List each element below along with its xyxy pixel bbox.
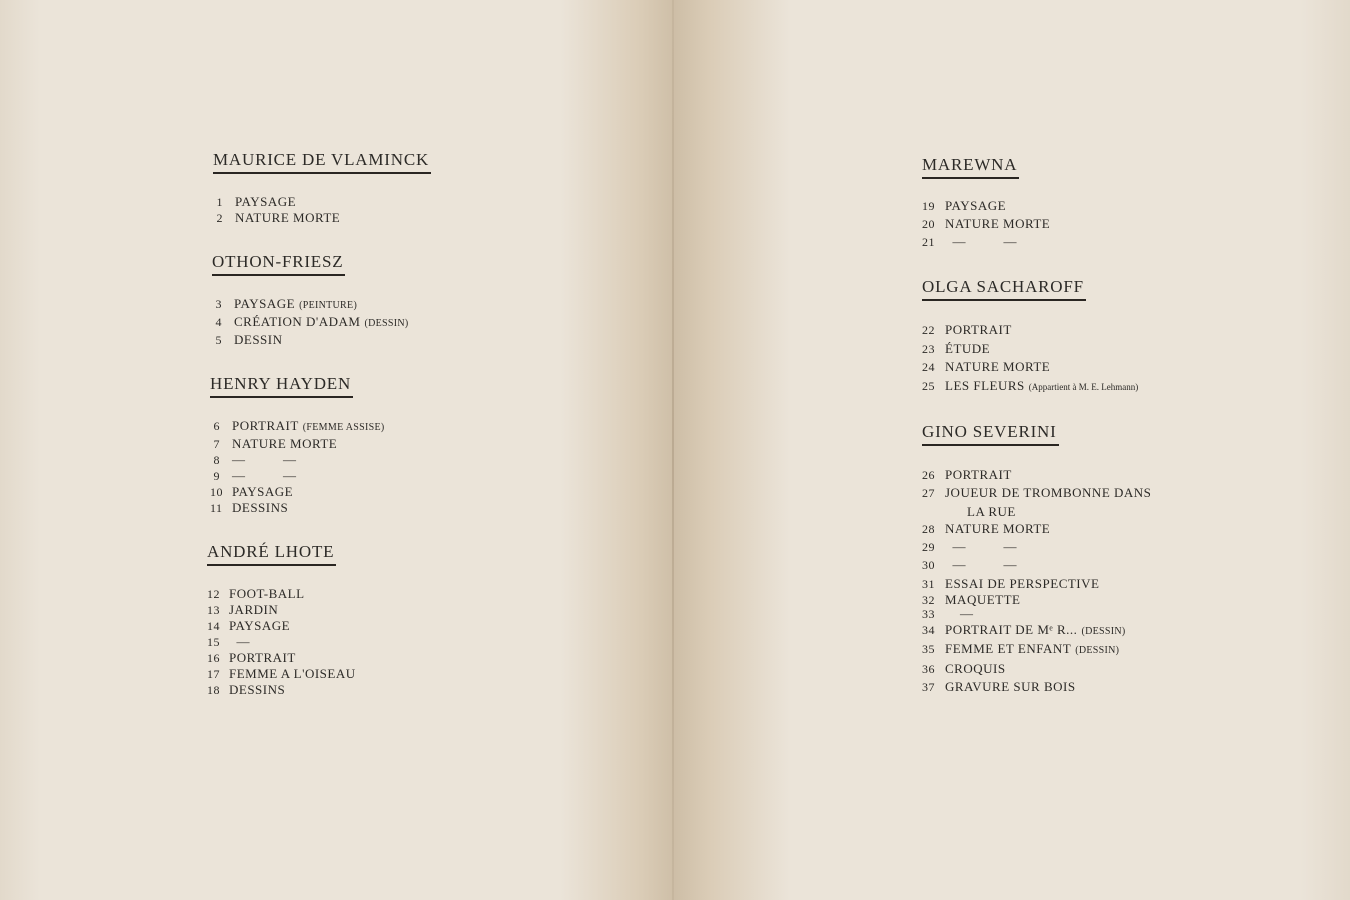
list-item	[922, 233, 1151, 251]
right-page	[915, 155, 1151, 696]
work-title: NATURE MORTE	[945, 359, 1051, 374]
list-item	[210, 500, 431, 516]
work-title: GRAVURE SUR BOIS	[945, 678, 1076, 694]
work-number: 18	[207, 683, 220, 697]
work-title: PORTRAIT	[945, 322, 1012, 337]
work-number: 14	[207, 619, 220, 633]
work-number: 31	[922, 576, 935, 591]
work-number: 6	[213, 419, 220, 433]
work-title: DESSINS	[229, 682, 286, 697]
work-number: 24	[922, 360, 935, 374]
list-item	[922, 484, 1151, 502]
artist-section	[922, 422, 1151, 696]
work-note: (PEINTURE)	[299, 300, 358, 311]
work-title: DESSINS	[232, 500, 289, 515]
work-number: 30	[922, 558, 935, 573]
list-item	[207, 682, 431, 698]
work-number: 33	[922, 607, 935, 622]
work-number: 28	[922, 521, 935, 536]
work-number: 3	[215, 297, 222, 311]
work-title: NATURE MORTE	[235, 210, 341, 225]
work-number: 26	[922, 468, 935, 482]
list-item	[922, 321, 1151, 340]
works-list	[207, 586, 431, 698]
work-number: 36	[922, 661, 935, 676]
works-list	[922, 197, 1151, 251]
list-item	[922, 197, 1151, 215]
left-page	[200, 150, 431, 698]
artist-section	[207, 542, 431, 698]
work-title: PORTRAIT	[945, 467, 1012, 482]
work-number: 2	[216, 211, 223, 225]
work-number: 13	[207, 603, 220, 617]
work-title: JOUEUR DE TROMBONNE DANS	[945, 485, 1152, 501]
work-number: 8	[213, 453, 220, 467]
work-title: — —	[232, 452, 297, 467]
work-title: FEMME ET ENFANT	[945, 641, 1072, 657]
list-item	[922, 660, 1151, 678]
list-item	[922, 575, 1151, 593]
list-item	[210, 452, 431, 468]
work-title: — —	[945, 539, 1017, 555]
work-title: PAYSAGE	[229, 618, 291, 633]
work-number: 37	[922, 679, 935, 694]
work-number: 22	[922, 323, 935, 337]
work-number: 16	[207, 651, 220, 665]
artist-section	[213, 150, 431, 226]
list-item	[922, 593, 1151, 607]
artist-name: ANDRÉ LHOTE	[207, 542, 336, 566]
work-number: 17	[207, 667, 220, 681]
list-item	[212, 296, 431, 314]
work-title: FOOT-BALL	[229, 586, 305, 601]
work-title: PAYSAGE	[234, 296, 296, 311]
list-item	[922, 520, 1151, 538]
work-number: 7	[213, 437, 220, 451]
work-number: 5	[215, 333, 222, 347]
list-item	[922, 678, 1151, 696]
work-title: — —	[945, 234, 1017, 249]
list-item	[922, 377, 1151, 397]
list-item	[922, 340, 1151, 359]
work-number: 34	[922, 623, 935, 638]
list-item	[213, 194, 431, 210]
work-title: MAQUETTE	[945, 592, 1021, 608]
list-item	[210, 418, 431, 436]
work-number: 15	[207, 635, 220, 649]
work-title: —	[945, 606, 974, 622]
list-item	[922, 621, 1151, 640]
work-title: ÉTUDE	[945, 340, 991, 356]
work-number: 23	[922, 341, 935, 356]
work-note: (DESSIN)	[364, 318, 409, 329]
work-number: 27	[922, 486, 935, 501]
work-title: ESSAI DE PERSPECTIVE	[945, 575, 1100, 591]
works-list	[922, 321, 1151, 396]
work-title: PORTRAIT	[232, 418, 299, 433]
work-title: NATURE MORTE	[232, 436, 338, 451]
works-list	[210, 418, 431, 516]
work-number: 32	[922, 593, 935, 608]
list-item	[922, 556, 1151, 574]
work-title: LA RUE	[967, 503, 1016, 519]
work-note: (DESSIN)	[1075, 645, 1120, 657]
work-number: 1	[216, 195, 223, 209]
list-item	[213, 210, 431, 226]
work-title: PAYSAGE	[232, 484, 294, 499]
work-number: 4	[215, 315, 222, 329]
list-item	[212, 314, 431, 332]
list-item	[207, 634, 431, 650]
work-number: 35	[922, 642, 935, 657]
work-number: 19	[922, 199, 935, 213]
artist-section	[922, 155, 1151, 251]
work-number: 20	[922, 217, 935, 231]
work-title: DESSIN	[234, 332, 283, 347]
list-item	[207, 602, 431, 618]
artist-name: OLGA SACHAROFF	[922, 277, 1086, 301]
work-number: 10	[210, 485, 223, 499]
works-list	[212, 296, 431, 348]
work-title: PAYSAGE	[945, 198, 1007, 213]
work-title: JARDIN	[229, 602, 279, 617]
work-number: 11	[210, 501, 223, 515]
work-title: NATURE MORTE	[945, 520, 1051, 536]
artist-name: MAURICE DE VLAMINCK	[213, 150, 431, 174]
page-fold	[672, 0, 674, 900]
work-title: NATURE MORTE	[945, 216, 1051, 231]
work-title: CRÉATION D'ADAM	[234, 314, 361, 329]
artist-name: MAREWNA	[922, 155, 1019, 179]
list-item	[922, 607, 1151, 621]
list-item	[207, 586, 431, 602]
work-note: (DESSIN)	[1081, 626, 1126, 638]
artist-section	[922, 277, 1151, 396]
work-title: LES FLEURS	[945, 377, 1025, 393]
list-item	[210, 484, 431, 500]
work-number: 25	[922, 378, 935, 393]
work-number: 12	[207, 587, 220, 601]
work-title: CROQUIS	[945, 660, 1006, 676]
list-item	[922, 503, 1151, 520]
works-list	[213, 194, 431, 226]
work-title: — —	[945, 557, 1017, 573]
work-title: PAYSAGE	[235, 194, 297, 209]
list-item	[207, 650, 431, 666]
work-title: PORTRAIT DE Mᵉ R...	[945, 622, 1078, 638]
list-item	[210, 436, 431, 452]
list-item	[922, 538, 1151, 556]
work-note: (Appartient à M. E. Lehmann)	[1028, 381, 1139, 392]
artist-section	[210, 374, 431, 516]
work-note: (FEMME ASSISE)	[302, 422, 385, 433]
work-title: FEMME A L'OISEAU	[229, 666, 356, 681]
work-number: 21	[922, 235, 935, 249]
work-title: PORTRAIT	[229, 650, 296, 665]
list-item	[207, 666, 431, 682]
artist-name: HENRY HAYDEN	[210, 374, 353, 398]
work-title: —	[229, 634, 250, 649]
list-item	[922, 640, 1151, 659]
work-number: 9	[213, 469, 220, 483]
list-item	[922, 466, 1151, 484]
work-title: — —	[232, 468, 297, 483]
works-list	[922, 466, 1151, 696]
list-item	[207, 618, 431, 634]
artist-section	[212, 252, 431, 348]
work-number: 29	[922, 540, 935, 555]
artist-name: GINO SEVERINI	[922, 422, 1059, 446]
list-item	[922, 358, 1151, 377]
artist-name: OTHON-FRIESZ	[212, 252, 345, 276]
list-item	[210, 468, 431, 484]
list-item	[922, 215, 1151, 233]
list-item	[212, 332, 431, 348]
